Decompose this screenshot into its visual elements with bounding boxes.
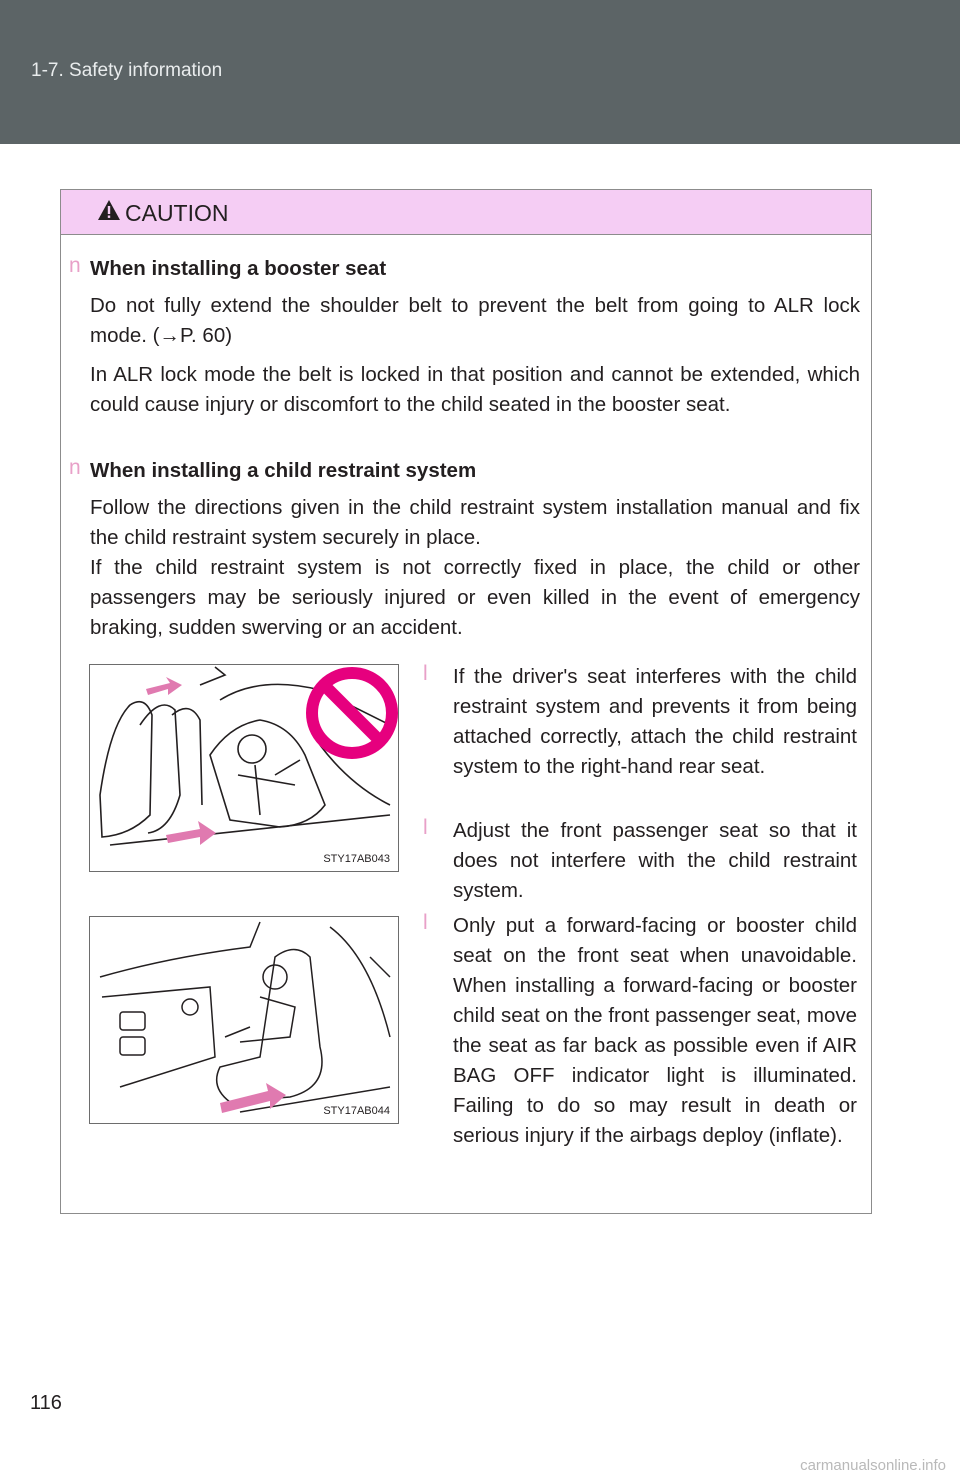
figure-front-seat-installation bbox=[89, 916, 399, 1124]
item-front-passenger-seat: Adjust the front passenger seat so that it does not interfere with the child restraint system. bbox=[453, 819, 857, 902]
paragraph-crs-2: If the child restraint system is not correctly fixed in place, the child or other passengers may be seriously injured or even killed in the event of emergency braking, sudden swerving or an accident. bbox=[90, 556, 860, 639]
item-bullet: l bbox=[423, 662, 428, 685]
figure-code: STY17AB044 bbox=[323, 1105, 390, 1117]
paragraph-booster-1: Do not fully extend the shoulder belt to prevent the belt from going to ALR lock mode. (→P. 60) bbox=[90, 294, 860, 347]
figure-code: STY17AB043 bbox=[323, 853, 390, 865]
item-bullet: l bbox=[423, 816, 428, 839]
item-bullet: l bbox=[423, 911, 428, 934]
caution-title: CAUTION bbox=[125, 200, 229, 226]
section-heading-crs: When installing a child restraint system bbox=[90, 459, 477, 482]
item-forward-facing-seat: Only put a forward-facing or booster child seat on the front seat when unavoidable. When installing a forward-facing or booster child seat on the front passenger seat, move the seat as far back as possible even if AIR BAG OFF indicator light is illuminated. Failing to do so may result in death or serious injury if the airbags deploy (inflate). bbox=[453, 914, 857, 1147]
page-number: 116 bbox=[30, 1392, 62, 1414]
child-seat-illustration bbox=[90, 665, 399, 872]
section-bullet: n bbox=[69, 254, 81, 277]
paragraph-crs-1: Follow the directions given in the child restraint system installation manual and fix the child restraint system securely in place. bbox=[90, 496, 860, 549]
front-seat-illustration bbox=[90, 917, 399, 1124]
page-header bbox=[0, 0, 960, 144]
paragraph-booster-2: In ALR lock mode the belt is locked in that position and cannot be extended, which could cause injury or discomfort to the child seated in the booster seat. bbox=[90, 363, 860, 416]
caution-box bbox=[60, 189, 872, 1214]
section-heading-booster: When installing a booster seat bbox=[90, 257, 387, 280]
caution-header bbox=[61, 190, 871, 235]
watermark: carmanualsonline.info bbox=[800, 1457, 946, 1474]
prohibited-icon bbox=[312, 673, 392, 753]
warning-triangle-icon bbox=[97, 199, 121, 221]
figure-rear-seat-interference bbox=[89, 664, 399, 872]
section-bullet: n bbox=[69, 456, 81, 479]
item-driver-seat: If the driver's seat interferes with the child restraint system and prevents it from being attached correctly, attach the child restraint system to the right-hand rear seat. bbox=[453, 665, 857, 778]
section-title: 1-7. Safety information bbox=[31, 60, 223, 81]
